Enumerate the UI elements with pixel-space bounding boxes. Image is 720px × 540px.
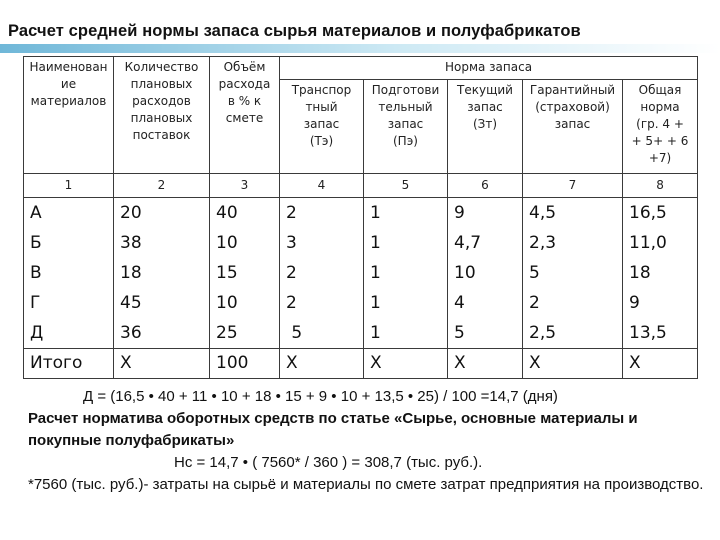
col-number: 7 bbox=[523, 174, 623, 198]
totals-label: Итого bbox=[24, 349, 114, 379]
footnote: *7560 (тыс. руб.)- затраты на сырьё и материалы по смете затрат предприятия на производство. bbox=[28, 476, 704, 493]
header-total: Общая норма (гр. 4 + + 5+ + 6 +7) bbox=[623, 80, 698, 174]
header-current: Текущий запас (Зт) bbox=[448, 80, 523, 174]
header-name: Наименован ие материалов bbox=[24, 57, 114, 174]
title-accent-line bbox=[0, 44, 720, 53]
col-number: 5 bbox=[364, 174, 448, 198]
col-number: 1 bbox=[24, 174, 114, 198]
totals-cell: Х bbox=[280, 349, 364, 379]
header-norm-group: Норма запаса bbox=[280, 57, 698, 80]
prep-cell: 1 1 1 1 1 bbox=[364, 198, 448, 349]
totals-cell: Х bbox=[623, 349, 698, 379]
working-capital-heading: Расчет норматива оборотных средств по статье «Сырье, основные материалы и покупные полуфабрикаты» bbox=[28, 410, 638, 449]
header-guarantee: Гарантийный (страховой) запас bbox=[523, 80, 623, 174]
volume-cell: 40 10 15 10 25 bbox=[210, 198, 280, 349]
total-cell: 16,5 11,0 18 9 13,5 bbox=[623, 198, 698, 349]
data-row bbox=[24, 198, 698, 349]
guarantee-cell: 4,5 2,3 5 2 2,5 bbox=[523, 198, 623, 349]
header-prep: Подготови тельный запас (Пэ) bbox=[364, 80, 448, 174]
col-number: 3 bbox=[210, 174, 280, 198]
transport-cell: 2 3 2 2 5 bbox=[280, 198, 364, 349]
header-count: Количество плановых расходов плановых поставок bbox=[114, 57, 210, 174]
materials-cell: А Б В Г Д bbox=[24, 198, 114, 349]
header-transport: Транспор тный запас (Тэ) bbox=[280, 80, 364, 174]
norm-table bbox=[23, 56, 698, 379]
average-norm-formula: Д = (16,5 • 40 + 11 • 10 + 18 • 15 + 9 • 10 + 13,5 • 25) / 100 =14,7 (дня) bbox=[83, 388, 558, 405]
page-title: Расчет средней нормы запаса сырья материалов и полуфабрикатов bbox=[8, 22, 581, 40]
header-volume: Объём расхода в % к смете bbox=[210, 57, 280, 174]
totals-cell: Х bbox=[523, 349, 623, 379]
totals-cell: Х bbox=[448, 349, 523, 379]
col-number: 8 bbox=[623, 174, 698, 198]
col-number: 2 bbox=[114, 174, 210, 198]
totals-row bbox=[24, 349, 698, 379]
col-number: 4 bbox=[280, 174, 364, 198]
totals-cell: Х bbox=[114, 349, 210, 379]
column-number-row bbox=[24, 174, 698, 198]
col-number: 6 bbox=[448, 174, 523, 198]
working-capital-formula: Нс = 14,7 • ( 7560* / 360 ) = 308,7 (тыс. руб.). bbox=[174, 454, 483, 471]
current-cell: 9 4,7 10 4 5 bbox=[448, 198, 523, 349]
calculation-notes bbox=[28, 386, 708, 496]
totals-cell: Х bbox=[364, 349, 448, 379]
count-cell: 20 38 18 45 36 bbox=[114, 198, 210, 349]
totals-cell: 100 bbox=[210, 349, 280, 379]
